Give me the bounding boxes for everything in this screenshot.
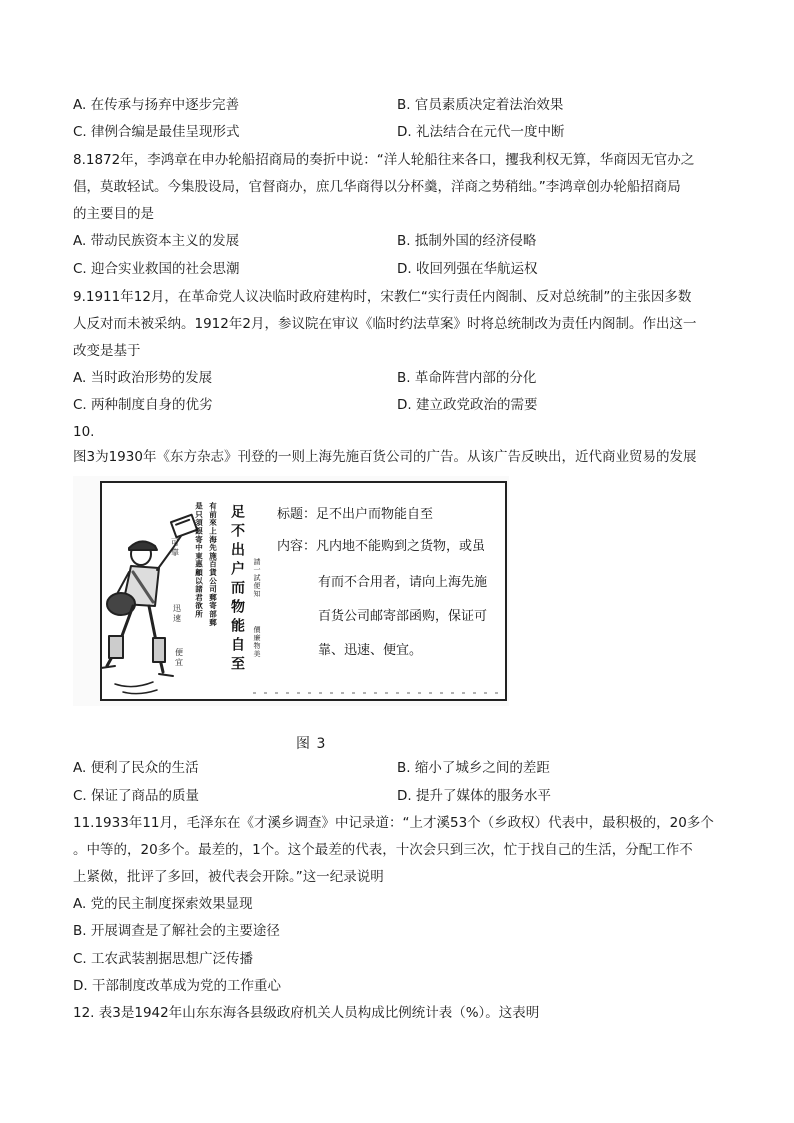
q11-option-c: C. 工农武装割据思想广泛传播 <box>73 951 254 967</box>
q11-stem-line-2: 。中等的，20多个。最差的，1个。这个最差的代表，十次会只到三次，忙于找自己的生活，分配工作不 <box>73 842 693 858</box>
ad-small-text-pianyi: 便宜 <box>174 648 184 668</box>
ad-text-line-3: 有而不合用者，请向上海先施 <box>318 575 488 590</box>
ad-text-line-4: 百货公司邮寄部函购，保证可 <box>318 609 488 624</box>
ad-small-text-cheap: 價廉物美 <box>253 626 261 658</box>
advertisement-figure <box>73 476 509 706</box>
q9-stem-line-3: 改变是基于 <box>73 343 141 359</box>
ad-small-text-kekao: 可靠 <box>170 538 180 558</box>
q12-stem: 12. 表3是1942年山东东海各县级政府机关人员构成比例统计表（%）。这表明 <box>73 1005 540 1021</box>
ad-text-line-1: 标题：足不出户而物能自至 <box>277 507 434 522</box>
ad-text-line-5: 靠、迅速、便宜。 <box>318 643 423 658</box>
q9-option-d: D. 建立政党政治的需要 <box>397 397 538 413</box>
ad-small-text-xunsu: 迅速 <box>172 604 182 624</box>
q8-stem-line-2: 倡，莫敢轻试。今集股设局，官督商办，庶几华商得以分杯羹，洋商之势稍绌。”李鸿章创办轮船招商局 <box>73 179 681 195</box>
q11-stem-line-1: 11.1933年11月，毛泽东在《才溪乡调查》中记录道：“上才溪53个（乡政权）代表中，最积极的，20多个 <box>73 815 714 831</box>
q9-option-c: C. 两种制度自身的优劣 <box>73 397 213 413</box>
q10-stem: 图3为1930年《东方杂志》刊登的一则上海先施百货公司的广告。从该广告反映出，近代商业贸易的发展 <box>73 449 697 465</box>
q10-option-a: A. 便利了民众的生活 <box>73 760 199 776</box>
q10-number: 10. <box>73 424 95 440</box>
q8-stem-line-3: 的主要目的是 <box>73 206 154 222</box>
q8-option-d: D. 收回列强在华航运权 <box>397 261 538 277</box>
ad-vertical-col-1: 是只須銀寄中東惠顧以諸君欲所 <box>194 502 204 619</box>
q11-option-a: A. 党的民主制度探索效果显现 <box>73 896 253 912</box>
ad-vertical-headline: 足不出户而物能自至 <box>229 504 245 675</box>
q8-stem-line-1: 8.1872年，李鸿章在申办轮船招商局的奏折中说：“洋人轮船往来各口，攫我利权无算，华商因无官办之 <box>73 152 695 168</box>
ad-vertical-col-2: 有前來上海先施百貨公司郵寄部郵 <box>208 502 218 627</box>
q7-option-c: C. 律例合编是最佳呈现形式 <box>73 124 240 140</box>
q8-option-a: A. 带动民族资本主义的发展 <box>73 233 240 249</box>
q7-option-b: B. 官员素质决定着法治效果 <box>397 97 564 113</box>
q9-stem-line-1: 9.1911年12月，在革命党人议决临时政府建构时，宋教仁“实行责任内阁制、反对总统制”的主张因多数 <box>73 289 692 305</box>
q10-option-c: C. 保证了商品的质量 <box>73 788 200 804</box>
ad-small-text-try: 請一試便知 <box>253 558 261 598</box>
q11-option-b: B. 开展调查是了解社会的主要途径 <box>73 923 280 939</box>
q8-option-b: B. 抵制外国的经济侵略 <box>397 233 537 249</box>
ad-text-line-2: 内容：凡内地不能购到之货物，或虽 <box>277 539 486 554</box>
q9-option-a: A. 当时政治形势的发展 <box>73 370 213 386</box>
figure-caption: 图 3 <box>296 736 327 752</box>
q10-option-b: B. 缩小了城乡之间的差距 <box>397 760 550 776</box>
q9-stem-line-2: 人反对而未被采纳。1912年2月，参议院在审议《临时约法草案》时将总统制改为责任内阁制。作出这一 <box>73 316 697 332</box>
q9-option-b: B. 革命阵营内部的分化 <box>397 370 537 386</box>
q11-option-d: D. 干部制度改革成为党的工作重心 <box>73 978 281 994</box>
q7-option-d: D. 礼法结合在元代一度中断 <box>397 124 565 140</box>
q7-option-a: A. 在传承与扬弃中逐步完善 <box>73 97 240 113</box>
q11-stem-line-3: 上紧傚，批评了多回，被代表会开除。”这一纪录说明 <box>73 869 384 885</box>
q10-option-d: D. 提升了媒体的服务水平 <box>397 788 551 804</box>
q8-option-c: C. 迎合实业救国的社会思潮 <box>73 261 240 277</box>
